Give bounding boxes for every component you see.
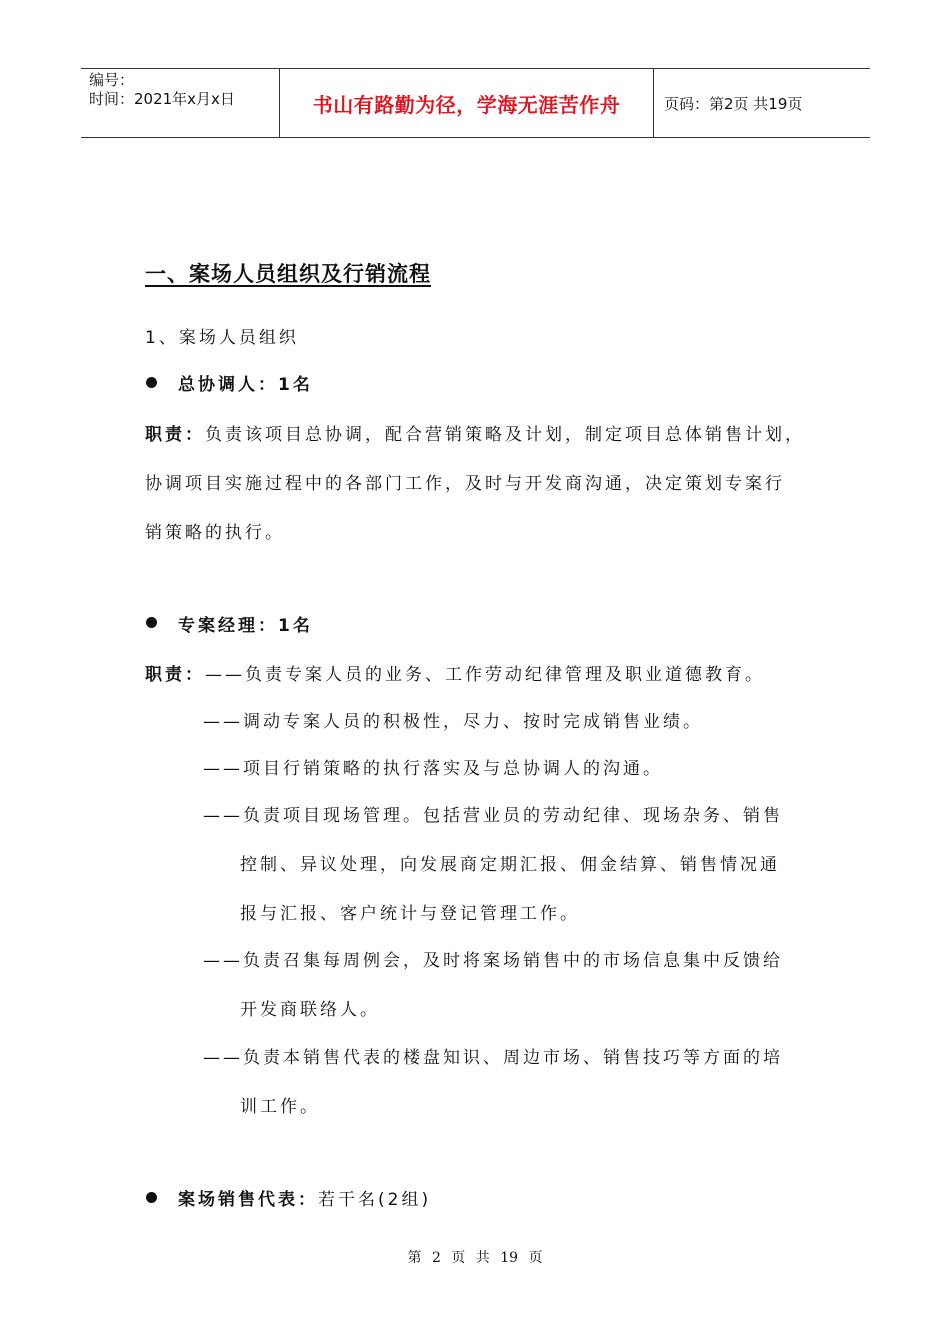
role-duty-manager-line-8: 开发商联络人。: [240, 1000, 380, 1020]
role-duty-manager-line-4: ——负责项目现场管理。包括营业员的劳动纪律、现场杂务、销售: [203, 806, 783, 826]
role-duty-coordinator-line-2: 协调项目实施过程中的各部门工作，及时与开发商沟通，决定策划专案行: [145, 474, 785, 494]
time-label: 时间：2021年x月x日: [89, 90, 235, 108]
duty-label: 职责：: [145, 665, 205, 685]
role-duty-manager-line-7: ——负责召集每周例会，及时将案场销售中的市场信息集中反馈给: [203, 951, 783, 971]
role-duty-manager-line-9: ——负责本销售代表的楼盘知识、周边市场、销售技巧等方面的培: [203, 1048, 783, 1068]
section-title: 一、案场人员组织及行销流程: [145, 262, 431, 286]
role-duty-manager-line-1: [145, 660, 765, 685]
role-count: 若干名(2组): [318, 1190, 432, 1210]
bullet-icon: [146, 377, 157, 388]
duty-label: 职责：: [145, 425, 205, 445]
header-page-info: 页码：第2页 共19页: [664, 94, 803, 113]
role-name: 案场销售代表：: [178, 1190, 318, 1210]
section-subtitle: 1、案场人员组织: [145, 328, 299, 348]
duty-text: ——负责专案人员的业务、工作劳动纪律管理及职业道德教育。: [205, 665, 765, 685]
role-duty-manager-line-5: 控制、异议处理，向发展商定期汇报、佣金结算、销售情况通: [240, 855, 780, 875]
header-meta: [81, 69, 280, 137]
page-header: [81, 68, 870, 138]
bullet-icon: [146, 617, 157, 628]
role-duty-manager-line-2: ——调动专案人员的积极性，尽力、按时完成销售业绩。: [203, 712, 703, 732]
role-duty-manager-line-6: 报与汇报、客户统计与登记管理工作。: [240, 904, 580, 924]
page-footer: 第 2 页 共 19 页: [407, 1250, 543, 1266]
header-motto: 书山有路勤为径，学海无涯苦作舟: [280, 69, 654, 137]
duty-text: 负责该项目总协调，配合营销策略及计划，制定项目总体销售计划，: [205, 425, 805, 445]
role-duty-manager-line-3: ——项目行销策略的执行落实及与总协调人的沟通。: [203, 759, 663, 779]
role-title-sales-rep: [178, 1185, 431, 1210]
role-duty-coordinator-line-1: [145, 420, 805, 445]
role-title-manager: 专案经理：1名: [178, 616, 313, 636]
role-title-coordinator: 总协调人：1名: [178, 375, 313, 395]
number-label: 编号：: [89, 71, 135, 89]
bullet-icon: [146, 1192, 157, 1203]
role-duty-coordinator-line-3: 销策略的执行。: [145, 523, 285, 543]
role-duty-manager-line-10: 训工作。: [240, 1097, 320, 1117]
